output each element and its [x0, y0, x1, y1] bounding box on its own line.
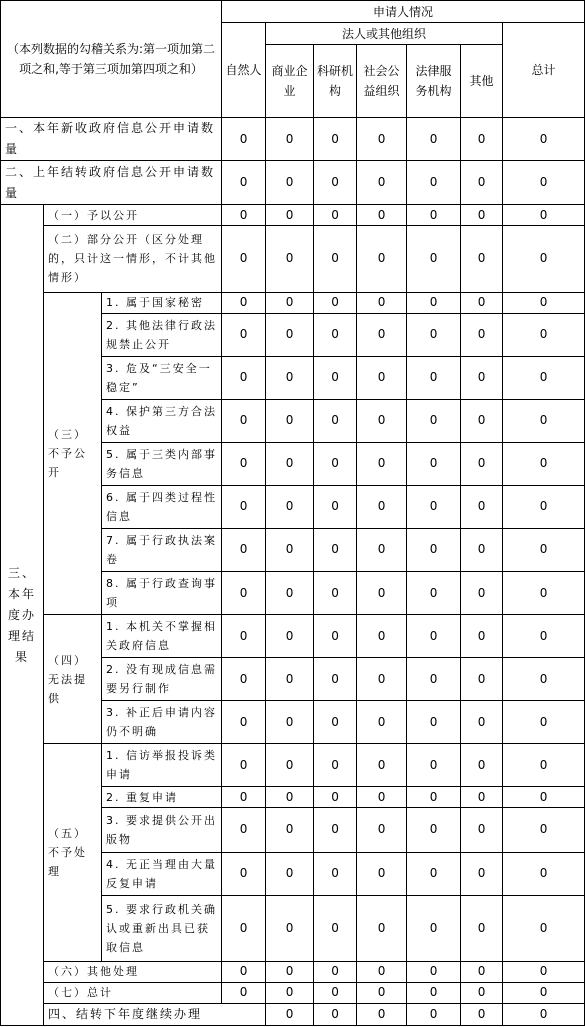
value-cell: 0 [503, 615, 585, 658]
value-cell: 0 [357, 313, 407, 356]
value-cell: 0 [266, 292, 314, 313]
value-cell: 0 [357, 787, 407, 808]
header-research: 科研机构 [314, 45, 357, 118]
row-label: 4. 无正当理由大量反复申请 [102, 852, 222, 895]
header-social: 社会公益组织 [357, 45, 407, 118]
value-cell: 0 [266, 961, 314, 982]
row-label: 3. 补正后申请内容仍不明确 [102, 701, 222, 744]
row-label: 二、上年结转政府信息公开申请数量 [1, 161, 222, 205]
value-cell: 0 [503, 787, 585, 808]
row-label: 3. 要求提供公开出版物 [102, 808, 222, 852]
value-cell: 0 [461, 292, 503, 313]
value-cell: 0 [503, 572, 585, 615]
value-cell: 0 [222, 701, 266, 744]
value-cell: 0 [314, 961, 357, 982]
group-4-label: （四）无法提供 [44, 615, 102, 744]
value-cell: 0 [461, 313, 503, 356]
value-cell: 0 [503, 744, 585, 787]
row-label: （一）予以公开 [44, 205, 222, 226]
header-note: （本列数据的勾稽关系为:第一项加第二项之和,等于第三项加第四项之和） [1, 1, 222, 118]
value-cell: 0 [266, 658, 314, 701]
value-cell: 0 [314, 485, 357, 528]
value-cell: 0 [266, 442, 314, 485]
value-cell: 0 [503, 356, 585, 399]
value-cell: 0 [222, 205, 266, 226]
value-cell: 0 [503, 399, 585, 442]
value-cell: 0 [461, 205, 503, 226]
value-cell: 0 [357, 961, 407, 982]
value-cell: 0 [407, 118, 461, 161]
value-cell: 0 [222, 572, 266, 615]
value-cell: 0 [222, 852, 266, 895]
value-cell: 0 [314, 356, 357, 399]
value-cell: 0 [461, 572, 503, 615]
value-cell: 0 [461, 226, 503, 292]
value-cell: 0 [407, 442, 461, 485]
value-cell: 0 [407, 1003, 461, 1025]
value-cell: 0 [407, 356, 461, 399]
value-cell: 0 [314, 982, 357, 1003]
value-cell: 0 [407, 701, 461, 744]
value-cell: 0 [314, 787, 357, 808]
row-label: 1. 信访举报投诉类申请 [102, 744, 222, 787]
value-cell: 0 [266, 226, 314, 292]
row-label: 5. 要求行政机关确认或重新出具已获取信息 [102, 895, 222, 961]
value-cell: 0 [407, 961, 461, 982]
value-cell: 0 [357, 852, 407, 895]
section-3-label: 三、本年度办理结果 [1, 205, 44, 1026]
value-cell: 0 [407, 313, 461, 356]
value-cell: 0 [357, 572, 407, 615]
value-cell: 0 [503, 161, 585, 205]
value-cell: 0 [222, 787, 266, 808]
value-cell: 0 [266, 313, 314, 356]
value-cell: 0 [503, 205, 585, 226]
value-cell: 0 [314, 399, 357, 442]
value-cell: 0 [357, 356, 407, 399]
value-cell: 0 [461, 399, 503, 442]
value-cell: 0 [266, 744, 314, 787]
value-cell: 0 [407, 399, 461, 442]
value-cell: 0 [222, 982, 266, 1003]
value-cell: 0 [266, 485, 314, 528]
value-cell: 0 [266, 399, 314, 442]
value-cell: 0 [266, 1003, 314, 1025]
value-cell: 0 [266, 701, 314, 744]
row-label: 2. 没有现成信息需要另行制作 [102, 658, 222, 701]
value-cell: 0 [314, 292, 357, 313]
value-cell: 0 [503, 895, 585, 961]
value-cell: 0 [503, 808, 585, 852]
value-cell: 0 [357, 895, 407, 961]
value-cell: 0 [357, 485, 407, 528]
table-row [1, 615, 585, 658]
row-label: 8. 属于行政查询事项 [102, 572, 222, 615]
value-cell: 0 [461, 852, 503, 895]
value-cell: 0 [503, 313, 585, 356]
value-cell: 0 [503, 118, 585, 161]
row-label: 1. 本机关不掌握相关政府信息 [102, 615, 222, 658]
value-cell: 0 [503, 292, 585, 313]
value-cell: 0 [266, 852, 314, 895]
value-cell: 0 [357, 226, 407, 292]
value-cell: 0 [407, 205, 461, 226]
value-cell: 0 [314, 118, 357, 161]
value-cell: 0 [503, 701, 585, 744]
row-label: 四、结转下年度继续办理 [44, 1003, 266, 1025]
value-cell: 0 [357, 161, 407, 205]
value-cell: 0 [266, 787, 314, 808]
value-cell: 0 [266, 118, 314, 161]
value-cell: 0 [222, 895, 266, 961]
value-cell: 0 [222, 744, 266, 787]
table-row [1, 292, 585, 313]
value-cell: 0 [266, 528, 314, 571]
value-cell: 0 [407, 744, 461, 787]
value-cell: 0 [222, 161, 266, 205]
row-label: 5. 属于三类内部事务信息 [102, 442, 222, 485]
value-cell: 0 [461, 1003, 503, 1025]
value-cell: 0 [314, 205, 357, 226]
row-label: 6. 属于四类过程性信息 [102, 485, 222, 528]
value-cell: 0 [314, 528, 357, 571]
value-cell: 0 [222, 292, 266, 313]
value-cell: 0 [407, 615, 461, 658]
value-cell: 0 [357, 615, 407, 658]
value-cell: 0 [222, 485, 266, 528]
header-business: 商业企业 [266, 45, 314, 118]
table-row [1, 226, 585, 292]
value-cell: 0 [461, 161, 503, 205]
value-cell: 0 [461, 961, 503, 982]
value-cell: 0 [503, 961, 585, 982]
value-cell: 0 [314, 572, 357, 615]
value-cell: 0 [461, 615, 503, 658]
value-cell: 0 [314, 615, 357, 658]
row-label: 2. 重复申请 [102, 787, 222, 808]
row-label: 4. 保护第三方合法权益 [102, 399, 222, 442]
value-cell: 0 [314, 701, 357, 744]
table-row [1, 961, 585, 982]
value-cell: 0 [461, 808, 503, 852]
value-cell: 0 [222, 442, 266, 485]
row-label: 1. 属于国家秘密 [102, 292, 222, 313]
value-cell: 0 [503, 852, 585, 895]
value-cell: 0 [314, 442, 357, 485]
value-cell: 0 [407, 572, 461, 615]
value-cell: 0 [266, 572, 314, 615]
value-cell: 0 [407, 292, 461, 313]
value-cell: 0 [503, 658, 585, 701]
value-cell: 0 [357, 528, 407, 571]
header-natural: 自然人 [222, 23, 266, 118]
table-row [1, 744, 585, 787]
value-cell: 0 [357, 1003, 407, 1025]
group-3-label: （三）不予公开 [44, 292, 102, 615]
row-label: （六）其他处理 [44, 961, 222, 982]
value-cell: 0 [222, 808, 266, 852]
value-cell: 0 [461, 528, 503, 571]
value-cell: 0 [222, 399, 266, 442]
group-5-label: （五）不予处理 [44, 744, 102, 961]
table-row [1, 1003, 585, 1025]
value-cell: 0 [314, 895, 357, 961]
value-cell: 0 [407, 982, 461, 1003]
value-cell: 0 [357, 808, 407, 852]
value-cell: 0 [222, 226, 266, 292]
value-cell: 0 [314, 226, 357, 292]
value-cell: 0 [266, 895, 314, 961]
value-cell: 0 [266, 205, 314, 226]
table-row [1, 982, 585, 1003]
value-cell: 0 [407, 485, 461, 528]
value-cell: 0 [222, 961, 266, 982]
value-cell: 0 [461, 442, 503, 485]
value-cell: 0 [461, 658, 503, 701]
value-cell: 0 [503, 442, 585, 485]
value-cell: 0 [407, 808, 461, 852]
header-total: 总计 [503, 23, 585, 118]
value-cell: 0 [461, 744, 503, 787]
value-cell: 0 [407, 658, 461, 701]
value-cell: 0 [314, 1003, 357, 1025]
value-cell: 0 [266, 808, 314, 852]
value-cell: 0 [357, 701, 407, 744]
value-cell: 0 [266, 982, 314, 1003]
value-cell: 0 [222, 615, 266, 658]
header-applicant: 申请人情况 [222, 1, 585, 23]
row-label: 7. 属于行政执法案卷 [102, 528, 222, 571]
value-cell: 0 [503, 982, 585, 1003]
value-cell: 0 [314, 658, 357, 701]
value-cell: 0 [357, 658, 407, 701]
value-cell: 0 [222, 528, 266, 571]
value-cell: 0 [461, 895, 503, 961]
value-cell: 0 [461, 787, 503, 808]
value-cell: 0 [407, 528, 461, 571]
value-cell: 0 [357, 744, 407, 787]
value-cell: 0 [407, 787, 461, 808]
value-cell: 0 [222, 313, 266, 356]
value-cell: 0 [503, 226, 585, 292]
row-label: 3. 危及“三安全一稳定” [102, 356, 222, 399]
value-cell: 0 [357, 442, 407, 485]
value-cell: 0 [407, 895, 461, 961]
header-other: 其他 [461, 45, 503, 118]
value-cell: 0 [222, 356, 266, 399]
row-label: 2. 其他法律行政法规禁止公开 [102, 313, 222, 356]
table-row [1, 118, 585, 161]
table-row [1, 205, 585, 226]
row-label: （七）总计 [44, 982, 222, 1003]
value-cell: 0 [407, 852, 461, 895]
value-cell: 0 [314, 852, 357, 895]
value-cell: 0 [314, 808, 357, 852]
row-label: （二）部分公开（区分处理的，只计这一情形，不计其他情形） [44, 226, 222, 292]
value-cell: 0 [357, 292, 407, 313]
value-cell: 0 [266, 615, 314, 658]
value-cell: 0 [314, 744, 357, 787]
value-cell: 0 [461, 701, 503, 744]
value-cell: 0 [222, 118, 266, 161]
value-cell: 0 [461, 982, 503, 1003]
value-cell: 0 [314, 313, 357, 356]
value-cell: 0 [357, 982, 407, 1003]
row-label: 一、本年新收政府信息公开申请数量 [1, 118, 222, 161]
value-cell: 0 [266, 356, 314, 399]
value-cell: 0 [461, 485, 503, 528]
header-legalsvc: 法律服务机构 [407, 45, 461, 118]
value-cell: 0 [314, 161, 357, 205]
table-row [1, 161, 585, 205]
value-cell: 0 [222, 658, 266, 701]
value-cell: 0 [357, 399, 407, 442]
value-cell: 0 [407, 161, 461, 205]
value-cell: 0 [461, 118, 503, 161]
value-cell: 0 [503, 528, 585, 571]
value-cell: 0 [461, 356, 503, 399]
value-cell: 0 [407, 226, 461, 292]
value-cell: 0 [503, 1003, 585, 1025]
value-cell: 0 [503, 485, 585, 528]
value-cell: 0 [266, 161, 314, 205]
value-cell: 0 [357, 205, 407, 226]
value-cell: 0 [357, 118, 407, 161]
header-legal: 法人或其他组织 [266, 23, 503, 45]
